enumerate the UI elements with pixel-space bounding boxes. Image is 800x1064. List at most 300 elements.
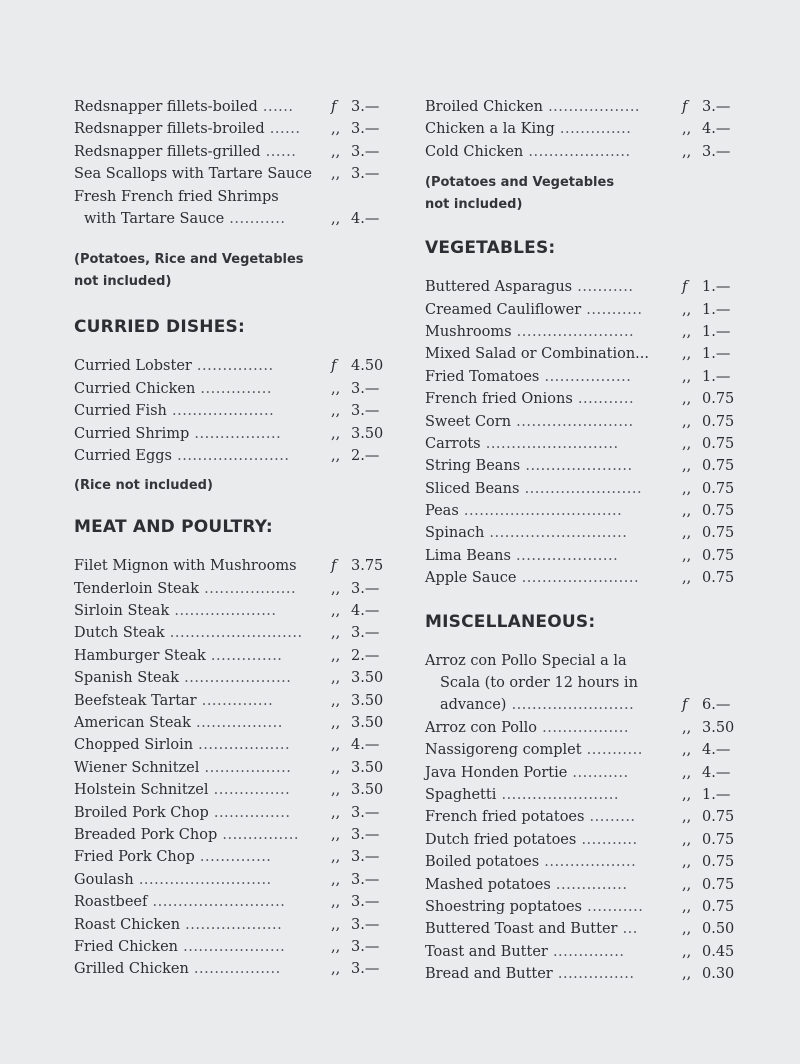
menu-item-currency-mark: ,, <box>331 849 341 866</box>
menu-item-currency-mark: f <box>682 697 688 714</box>
menu-item-currency-mark: ,, <box>682 570 692 587</box>
menu-item-price: 0.75 <box>702 809 735 826</box>
menu-item-leader-dots: .......................... <box>480 435 619 452</box>
menu-item <box>425 963 745 985</box>
menu-item <box>425 896 745 918</box>
menu-item-label <box>425 141 631 163</box>
menu-item-label <box>425 784 619 806</box>
menu-item-name: String Beans <box>425 458 521 475</box>
menu-item-price: 1.— <box>702 368 731 385</box>
menu-item-currency-mark: ,, <box>682 435 692 452</box>
menu-item-label <box>425 366 631 388</box>
menu-item-name: Nassigoreng complet <box>425 742 582 759</box>
menu-item-label <box>425 851 636 873</box>
menu-item-label <box>74 824 299 846</box>
menu-item <box>74 378 394 400</box>
menu-item-currency-mark: f <box>331 99 337 115</box>
menu-item-currency-mark: ,, <box>682 391 692 408</box>
meat-list <box>74 555 394 980</box>
menu-item-currency-mark: ,, <box>682 921 692 938</box>
menu-item-name: Sliced Beans <box>425 480 520 497</box>
menu-item <box>74 622 394 644</box>
menu-item-name: Boiled potatoes <box>425 854 540 871</box>
menu-item <box>425 299 745 321</box>
menu-item <box>74 208 394 230</box>
note-line: (Potatoes, Rice and Vegetables <box>74 252 304 268</box>
menu-item-currency-mark: ,, <box>331 380 341 397</box>
menu-item-currency-mark: ,, <box>331 782 341 799</box>
menu-item-price: 4.— <box>702 121 731 138</box>
menu-item <box>425 276 745 298</box>
menu-item-name: Redsnapper fillets-grilled <box>74 143 261 160</box>
menu-item-price: 3.— <box>351 380 380 397</box>
menu-item-leader-dots: .......................... <box>147 894 286 911</box>
menu-item-price: 1.— <box>702 786 731 803</box>
menu-item-label <box>74 118 300 140</box>
menu-item-leader-dots: ........... <box>572 391 635 408</box>
menu-item <box>425 411 745 433</box>
menu-item <box>425 806 745 828</box>
menu-item-currency-mark: ,, <box>682 898 692 915</box>
menu-item-currency-mark: ,, <box>331 603 341 620</box>
menu-item-label <box>425 829 638 851</box>
menu-item-label <box>425 963 635 985</box>
menu-item-label <box>425 918 638 940</box>
menu-item-currency-mark: ,, <box>331 580 341 597</box>
menu-item-name: Beefsteak Tartar <box>74 692 197 709</box>
menu-item-price: 3.50 <box>702 719 735 736</box>
menu-item-price: 0.75 <box>702 898 735 915</box>
menu-item-price: 3.— <box>351 580 380 597</box>
menu-item-currency-mark: ,, <box>682 719 692 736</box>
menu-item-price: 3.50 <box>351 715 384 732</box>
menu-item-leader-dots: ........... <box>567 764 629 781</box>
menu-item-name: Tenderloin Steak <box>74 580 199 597</box>
menu-item-price: 4.50 <box>351 358 384 375</box>
menu-item <box>425 545 745 567</box>
menu-item-price: 3.— <box>351 894 380 911</box>
menu-item <box>425 500 745 522</box>
menu-item-name: Fried Pork Chop <box>74 849 195 866</box>
menu-item-price: 0.75 <box>702 525 735 542</box>
menu-item-price: 0.75 <box>702 480 735 497</box>
menu-item-name: Mixed Salad or Combination... <box>425 346 649 363</box>
menu-item <box>74 690 394 712</box>
menu-item-name: Arroz con Pollo <box>425 719 538 736</box>
menu-item-price: 0.75 <box>702 570 735 587</box>
menu-item-name: Lima Beans <box>425 547 511 564</box>
menu-item-currency-mark: ,, <box>682 143 692 160</box>
menu-item-currency-mark: ,, <box>682 480 692 497</box>
menu-item-leader-dots: ........................... <box>484 525 628 542</box>
menu-item-leader-dots: ...... <box>260 143 297 160</box>
menu-item-leader-dots: .................... <box>166 403 275 420</box>
chicken-list <box>425 96 745 163</box>
menu-item-currency-mark: ,, <box>331 670 341 687</box>
menu-item <box>425 851 745 873</box>
menu-item-price: 3.— <box>351 99 380 115</box>
menu-item-leader-dots: ............... <box>217 826 299 843</box>
menu-item <box>425 343 745 365</box>
menu-item-name: Wiener Schnitzel <box>74 759 200 776</box>
menu-item <box>74 600 394 622</box>
menu-item-name: Spinach <box>425 525 485 542</box>
note-line: not included) <box>425 197 523 213</box>
menu-item-leader-dots: .......................... <box>133 871 272 888</box>
menu-item-price: 3.— <box>351 871 380 888</box>
miscellaneous-heading: MISCELLANEOUS: <box>425 611 596 632</box>
menu-item-leader-dots: ...... <box>264 121 301 138</box>
menu-item-name: Creamed Cauliflower <box>425 301 582 318</box>
menu-item-name: Breaded Pork Chop <box>74 826 218 843</box>
menu-item-price: 0.75 <box>702 391 735 408</box>
menu-item-price: 0.75 <box>702 831 735 848</box>
note-line: not included) <box>74 274 172 290</box>
menu-item-leader-dots: ....................... <box>511 323 635 340</box>
vegetables-heading: VEGETABLES: <box>425 238 556 259</box>
menu-item <box>425 118 745 140</box>
menu-item-name: Broiled Chicken <box>425 99 543 115</box>
menu-item-label <box>84 208 285 230</box>
menu-item <box>425 717 745 739</box>
menu-item-text: Arroz con Pollo Special a la <box>425 652 627 669</box>
menu-item-leader-dots: .............. <box>196 692 274 709</box>
menu-item-name: Mashed potatoes <box>425 876 551 893</box>
menu-item-name: Fresh French fried Shrimps <box>74 188 279 205</box>
menu-item-leader-dots: .................... <box>523 143 631 160</box>
menu-item-currency-mark: ,, <box>331 804 341 821</box>
menu-item-price: 0.75 <box>702 435 735 452</box>
menu-item-currency-mark: ,, <box>682 786 692 803</box>
menu-item <box>74 779 394 801</box>
menu-item-currency-mark: ,, <box>682 413 692 430</box>
menu-item-name: French fried potatoes <box>425 809 585 826</box>
menu-item-currency-mark: ,, <box>331 143 341 160</box>
menu-item-currency-mark: ,, <box>331 121 341 138</box>
menu-item-price: 3.50 <box>351 692 384 709</box>
menu-item-leader-dots: ........... <box>224 210 286 227</box>
note-rice: (Rice not included) <box>74 478 213 494</box>
menu-item-label <box>74 355 274 377</box>
menu-item-price: 2.— <box>351 647 380 664</box>
menu-item-leader-dots: .............. <box>195 380 272 397</box>
menu-item-price: 3.50 <box>351 425 384 442</box>
menu-item <box>425 941 745 963</box>
menu-item-label <box>425 299 642 321</box>
menu-item-label <box>425 739 643 761</box>
menu-item-name: Buttered Toast and Butter <box>425 921 618 938</box>
menu-item-label <box>74 667 291 689</box>
menu-item <box>425 433 745 455</box>
menu-item-text: Scala (to order 12 hours in <box>440 675 638 692</box>
menu-item-name: French fried Onions <box>425 391 573 408</box>
menu-item-currency-mark: ,, <box>331 403 341 420</box>
menu-item-price: 3.50 <box>351 759 384 776</box>
menu-item-name: Sea Scallops with Tartare Sauce <box>74 166 312 183</box>
menu-item-leader-dots: ........... <box>572 279 634 296</box>
menu-item-name: Goulash <box>74 871 134 888</box>
menu-item-name: Curried Shrimp <box>74 425 190 442</box>
menu-item-label <box>74 645 282 667</box>
menu-item-currency-mark: ,, <box>682 301 692 318</box>
menu-item-currency-mark: ,, <box>682 458 692 475</box>
menu-item-label <box>425 478 642 500</box>
menu-item-price: 4.— <box>351 210 380 227</box>
menu-item <box>425 694 745 716</box>
menu-item-price: 2.— <box>351 447 380 464</box>
menu-item-label <box>74 622 303 644</box>
menu-item-leader-dots: ..................... <box>179 670 292 687</box>
menu-item-leader-dots: .............. <box>205 647 283 664</box>
menu-item-name: Redsnapper fillets-boiled <box>74 99 258 115</box>
menu-item <box>74 555 394 577</box>
menu-item-name: Fried Chicken <box>74 938 178 955</box>
menu-item-leader-dots: .............. <box>554 121 632 138</box>
menu-item-label <box>425 276 633 298</box>
menu-item-currency-mark: ,, <box>331 938 341 955</box>
menu-item-currency-mark: ,, <box>682 854 692 871</box>
menu-item <box>425 388 745 410</box>
menu-item-currency-mark: ,, <box>331 894 341 911</box>
menu-item-currency-mark: ,, <box>682 346 692 363</box>
menu-item-leader-dots: ....................... <box>511 413 634 430</box>
menu-item <box>425 321 745 343</box>
menu-item-label <box>74 914 282 936</box>
menu-item-label <box>425 96 640 118</box>
menu-item-leader-dots: .............. <box>547 943 625 960</box>
menu-item-price: 0.75 <box>702 503 735 520</box>
menu-item <box>74 445 394 467</box>
menu-item-label <box>74 378 272 400</box>
menu-item-name: Spaghetti <box>425 786 497 803</box>
menu-item-price: 4.— <box>702 742 731 759</box>
menu-item-name: Buttered Asparagus <box>425 279 573 296</box>
menu-item-leader-dots: ........... <box>581 301 643 318</box>
menu-item-price: 3.— <box>351 961 380 978</box>
menu-item-leader-dots: ...... <box>257 99 294 115</box>
menu-item <box>74 355 394 377</box>
menu-item-price: 1.— <box>702 323 731 340</box>
menu-item-leader-dots: .......................... <box>164 625 303 642</box>
menu-item-leader-dots: ............................... <box>458 503 623 520</box>
menu-item-currency-mark: ,, <box>331 647 341 664</box>
menu-item <box>425 918 745 940</box>
menu-item-price: 0.45 <box>702 943 735 960</box>
menu-item-name: Mushrooms <box>425 323 512 340</box>
menu-item-leader-dots: ................. <box>537 719 629 736</box>
menu-item-label <box>425 806 636 828</box>
menu-item <box>74 914 394 936</box>
menu-item-label <box>425 941 624 963</box>
menu-item-currency-mark: ,, <box>331 447 341 464</box>
menu-item-name: advance) <box>440 697 507 714</box>
menu-item-currency-mark: ,, <box>682 809 692 826</box>
menu-item-currency-mark: ,, <box>331 826 341 843</box>
fish-list <box>74 96 394 230</box>
menu-item-label <box>425 896 643 918</box>
menu-item-name: Java Honden Portie <box>425 764 568 781</box>
menu-item-leader-dots: ................. <box>189 425 282 442</box>
menu-item-name: Curried Chicken <box>74 380 196 397</box>
menu-item-price: 0.75 <box>702 458 735 475</box>
menu-item-name: Bread and Butter <box>425 966 553 983</box>
curried-dishes-heading: CURRIED DISHES: <box>74 317 245 338</box>
menu-item-price: 6.— <box>702 697 731 714</box>
menu-item <box>74 118 394 140</box>
vegetables-list <box>425 276 745 589</box>
menu-item-name: Curried Fish <box>74 403 167 420</box>
menu-item <box>425 455 745 477</box>
note-potatoes-rice <box>74 249 394 293</box>
menu-item-currency-mark: ,, <box>331 692 341 709</box>
menu-item <box>74 163 394 185</box>
menu-item <box>74 757 394 779</box>
menu-item-price: 3.— <box>351 916 380 933</box>
menu-item-label <box>74 186 279 208</box>
menu-item-label <box>425 717 629 739</box>
menu-item <box>425 366 745 388</box>
menu-item-label <box>425 343 649 365</box>
menu-item-price: 3.— <box>702 143 731 160</box>
menu-item-name: Curried Lobster <box>74 358 192 375</box>
menu-item-label <box>74 578 296 600</box>
menu-item-name: Sweet Corn <box>425 413 512 430</box>
menu-item-price: 4.— <box>351 737 380 754</box>
menu-item-label <box>74 891 285 913</box>
menu-item-label <box>425 321 634 343</box>
menu-item <box>74 869 394 891</box>
menu-item <box>74 667 394 689</box>
menu-item-currency-mark: f <box>331 558 337 575</box>
menu-item-currency-mark: ,, <box>331 759 341 776</box>
menu-item <box>74 400 394 422</box>
menu-item-label <box>425 567 639 589</box>
menu-item-leader-dots: .................... <box>510 547 619 564</box>
menu-item-label <box>425 874 627 896</box>
menu-item-name: Sirloin Steak <box>74 603 170 620</box>
menu-item-currency-mark: ,, <box>331 916 341 933</box>
menu-item-leader-dots: ............... <box>208 804 291 821</box>
menu-item-name: Dutch fried potatoes <box>425 831 577 848</box>
menu-item-leader-dots: ............... <box>208 782 291 799</box>
menu-item-leader-dots: .................... <box>178 938 286 955</box>
menu-item <box>74 141 394 163</box>
menu-item-price: 3.— <box>351 625 380 642</box>
menu-item <box>74 423 394 445</box>
menu-item-price: 0.50 <box>702 921 735 938</box>
menu-item-name: Cold Chicken <box>425 143 524 160</box>
menu-item-currency-mark: f <box>331 358 337 375</box>
menu-item-label <box>425 545 618 567</box>
menu-item <box>74 96 394 118</box>
menu-item-leader-dots: ........... <box>581 742 643 759</box>
menu-item-price: 4.— <box>351 603 380 620</box>
menu-item-name: Curried Eggs <box>74 447 172 464</box>
note-line: (Potatoes and Vegetables <box>425 175 615 191</box>
menu-item-currency-mark: ,, <box>682 525 692 542</box>
menu-item-label <box>74 779 290 801</box>
menu-item-label <box>425 388 634 410</box>
note-potatoes-vegetables <box>425 172 745 216</box>
menu-item-name: Filet Mignon with Mushrooms <box>74 558 297 575</box>
menu-item-price: 3.— <box>351 403 380 420</box>
right-column <box>425 96 745 986</box>
menu-item-name: Chicken a la King <box>425 121 555 138</box>
menu-item <box>74 578 394 600</box>
left-column <box>74 96 394 981</box>
menu-item-label <box>425 411 634 433</box>
menu-item-currency-mark: f <box>682 279 688 296</box>
menu-item-label <box>425 433 619 455</box>
menu-item-label <box>425 762 629 784</box>
menu-item-leader-dots: .............. <box>550 876 628 893</box>
menu-item-currency-mark: ,, <box>331 715 341 732</box>
menu-item-price: 0.75 <box>702 413 735 430</box>
menu-item <box>425 141 745 163</box>
menu-item <box>74 645 394 667</box>
menu-item-label <box>74 712 283 734</box>
menu-item-label <box>440 694 634 716</box>
menu-item-currency-mark: ,, <box>682 503 692 520</box>
menu-item-leader-dots: ............... <box>552 966 635 983</box>
menu-item-currency-mark: ,, <box>331 625 341 642</box>
menu-item <box>425 567 745 589</box>
menu-item <box>74 712 394 734</box>
menu-item-label <box>74 802 290 824</box>
menu-item <box>74 734 394 756</box>
menu-item <box>425 762 745 784</box>
menu-item-leader-dots: .................. <box>542 99 641 115</box>
menu-item-leader-dots: ................. <box>190 715 283 732</box>
menu-item <box>425 784 745 806</box>
menu-item-leader-dots: ........................ <box>506 697 635 714</box>
menu-item-name: Dutch Steak <box>74 625 165 642</box>
menu-item-currency-mark: ,, <box>682 943 692 960</box>
menu-item-name: Carrots <box>425 435 481 452</box>
menu-item-leader-dots: ....................... <box>516 570 640 587</box>
menu-item <box>425 739 745 761</box>
menu-item-label <box>425 455 633 477</box>
menu-item-name: Apple Sauce <box>425 570 517 587</box>
curried-list <box>74 355 394 467</box>
menu-item-leader-dots: ................... <box>180 916 283 933</box>
menu-item-label <box>74 757 291 779</box>
menu-item <box>425 478 745 500</box>
menu-item-price: 3.— <box>702 99 731 115</box>
menu-item-label <box>74 445 290 467</box>
menu-item-name: Redsnapper fillets-broiled <box>74 121 265 138</box>
menu-item-name: Roast Chicken <box>74 916 181 933</box>
menu-item <box>425 96 745 118</box>
menu-item-price: 3.— <box>351 143 380 160</box>
menu-item-leader-dots: ....................... <box>496 786 619 803</box>
menu-item-label <box>74 423 281 445</box>
menu-item <box>74 891 394 913</box>
menu-item <box>74 958 394 980</box>
menu-item-currency-mark: ,, <box>682 323 692 340</box>
menu-item-price: 0.75 <box>702 854 735 871</box>
menu-item <box>425 874 745 896</box>
menu-item-leader-dots: ..................... <box>520 458 633 475</box>
menu-item-name: Holstein Schnitzel <box>74 782 209 799</box>
menu-item-price: 3.— <box>351 804 380 821</box>
menu-item-currency-mark: ,, <box>331 425 341 442</box>
menu-item-label <box>74 163 312 185</box>
menu-item-label <box>74 846 271 868</box>
menu-item-name: Roastbeef <box>74 894 148 911</box>
menu-item <box>74 186 394 208</box>
menu-item-price: 3.— <box>351 938 380 955</box>
